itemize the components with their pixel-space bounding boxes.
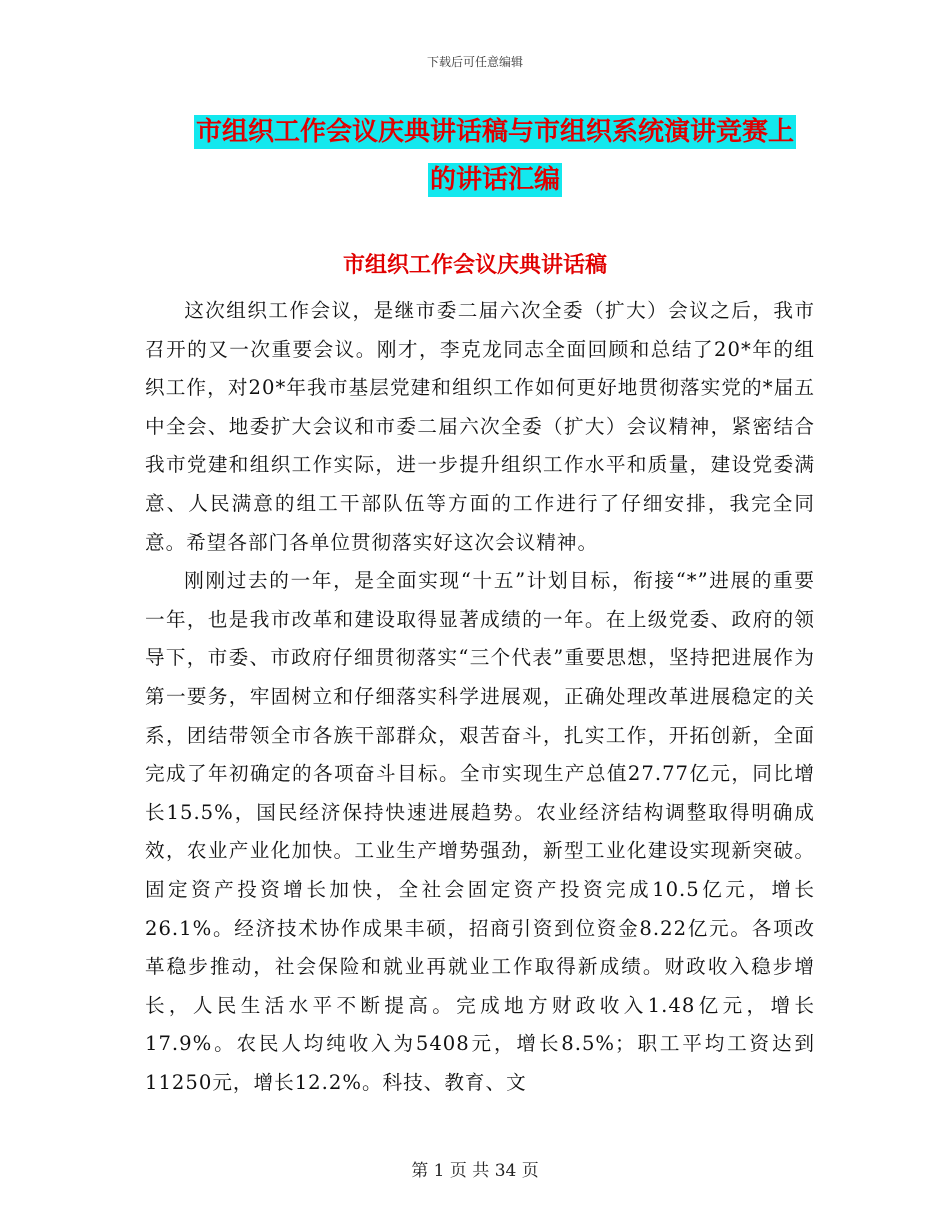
body-text (145, 292, 815, 1102)
paragraph-1: 这次组织工作会议，是继市委二届六次全委（扩大）会议之后，我市召开的又一次重要会议。刚才，李克龙同志全面回顾和总结了20*年的组织工作，对20*年我市基层党建和组织工作如何更好地贯彻落实党的*届五中全会、地委扩大会议和市委二届六次全委（扩大）会议精神，紧密结合我市党建和组织工作实际，进一步提升组织工作水平和质量，建设党委满意、人民满意的组工干部队伍等方面的工作进行了仔细安排，我完全同意。希望各部门各单位贯彻落实好这次会议精神。 (145, 299, 815, 554)
section-title: 市组织工作会议庆典讲话稿 (342, 253, 607, 278)
header-note: 下载后可任意编辑 (426, 55, 523, 69)
title-line-2: 的讲话汇编 (429, 165, 560, 195)
page-footer: 第 1 页 共 34 页 (411, 1161, 539, 1181)
paragraph-2: 刚刚过去的一年，是全面实现“十五”计划目标，衔接“*”进展的重要一年，也是我市改革和建设取得显著成绩的一年。在上级党委、政府的领导下，市委、市政府仔细贯彻落实“三个代表”重要思想，坚持把进展作为第一要务，牢固树立和仔细落实科学进展观，正确处理改革进展稳定的关系，团结带领全市各族干部群众，艰苦奋斗，扎实工作，开拓创新，全面完成了年初确定的各项奋斗目标。全市实现生产总值27.77亿元，同比增长15.5%，国民经济保持快速进展趋势。农业经济结构调整取得明确成效，农业产业化加快。工业生产增势强劲，新型工业化建设实现新突破。固定资产投资增长加快，全社会固定资产投资完成10.5亿元，增长26.1%。经济技术协作成果丰硕，招商引资到位资金8.22亿元。各项改革稳步推动，社会保险和就业再就业工作取得新成绩。财政收入稳步增长，人民生活水平不断提高。完成地方财政收入1.48亿元，增长17.9%。农民人均纯收入为5408元，增长8.5%；职工平均工资达到11250元，增长12.2%。科技、教育、文 (145, 569, 815, 1094)
document-title (145, 108, 845, 204)
title-line-1: 市组织工作会议庆典讲话稿与市组织系统演讲竞赛上 (195, 117, 794, 147)
